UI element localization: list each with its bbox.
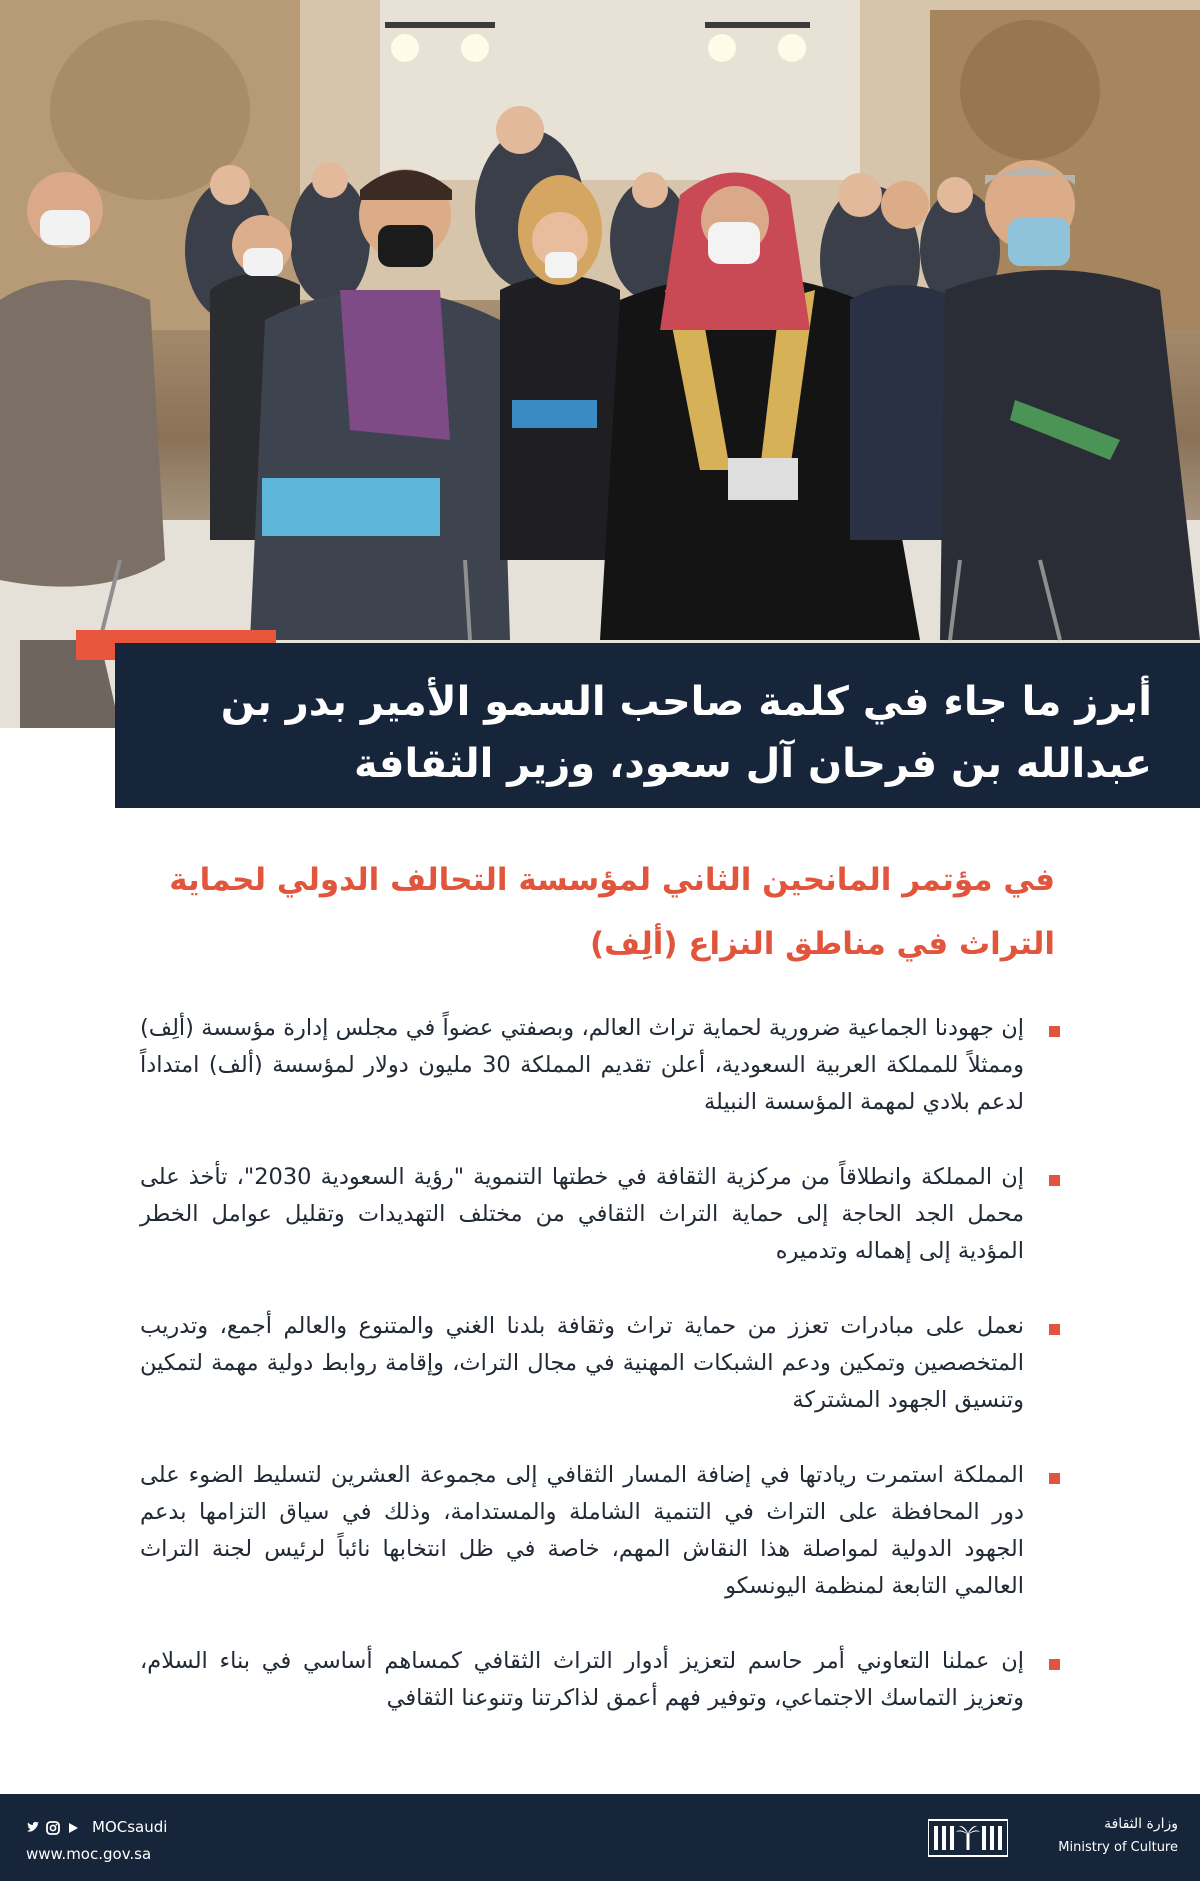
- palm-emblem-icon: [928, 1816, 1008, 1860]
- statement-point-text: المملكة استمرت ريادتها في إضافة المسار الثقافي إلى مجموعة العشرين لتسليط الضوء على دور المحافظة على التراث في التنمية الشاملة والمستدامة، وذلك في سياق التزامها بدعم الجهود الدولية لمواصلة هذا النقاش المهم، خاصة في ظل انتخابها نائباً لرئيس لجنة التراث العالمي التابعة لمنظمة اليونسكو: [140, 1462, 1024, 1599]
- subheadline: في مؤتمر المانحين الثاني لمؤسسة التحالف الدولي لحماية التراث في مناطق النزاع (ألِف): [169, 862, 1055, 962]
- statement-point: [140, 1159, 1060, 1270]
- bullet-square-icon: [1049, 1324, 1060, 1335]
- instagram-icon[interactable]: [46, 1820, 60, 1834]
- logo-english-text: Ministry of Culture: [1058, 1840, 1178, 1855]
- headline: أبرز ما جاء في كلمة صاحب السمو الأمير بدر بن عبدالله بن فرحان آل سعود، وزير الثقافة: [220, 679, 1152, 787]
- conference-photo: [0, 0, 1200, 728]
- statement-point: [140, 1457, 1060, 1605]
- social-links: [26, 1818, 167, 1836]
- bullet-square-icon: [1049, 1175, 1060, 1186]
- bullet-square-icon: [1049, 1473, 1060, 1484]
- title-banner: [115, 643, 1200, 808]
- statement-points: [140, 1010, 1060, 1755]
- bullet-square-icon: [1049, 1026, 1060, 1037]
- social-handle[interactable]: MOCsaudi: [92, 1818, 168, 1836]
- website-link[interactable]: www.moc.gov.sa: [26, 1845, 152, 1863]
- logo-arabic-text: وزارة الثقافة: [1104, 1816, 1178, 1832]
- youtube-icon[interactable]: [66, 1820, 80, 1834]
- conference-photo-illustration: [0, 0, 1200, 728]
- statement-point: [140, 1643, 1060, 1717]
- statement-point-text: إن المملكة وانطلاقاً من مركزية الثقافة في خطتها التنموية "رؤية السعودية 2030"، تأخذ على محمل الجد الحاجة إلى حماية التراث الثقافي من مختلف التهديدات وتقليل عوامل الخطر المؤدية إلى إهماله وتدميره: [140, 1164, 1024, 1264]
- statement-point: [140, 1308, 1060, 1419]
- ministry-of-culture-logo: [928, 1814, 1178, 1864]
- footer: [0, 1794, 1200, 1881]
- statement-point-text: إن عملنا التعاوني أمر حاسم لتعزيز أدوار التراث الثقافي كمساهم أساسي في بناء السلام، وتعزيز التماسك الاجتماعي، وتوفير فهم أعمق لذاكرتنا وتنوعنا الثقافي: [140, 1648, 1024, 1711]
- bullet-square-icon: [1049, 1659, 1060, 1670]
- statement-point-text: إن جهودنا الجماعية ضرورية لحماية تراث العالم، وبصفتي عضواً في مجلس إدارة مؤسسة (ألِف) وممثلاً للمملكة العربية السعودية، أعلن تقديم المملكة 30 مليون دولار لمؤسسة (ألف) امتداداً لدعم بلادي لمهمة المؤسسة النبيلة: [140, 1015, 1024, 1115]
- statement-point: [140, 1010, 1060, 1121]
- twitter-icon[interactable]: [26, 1820, 40, 1834]
- statement-point-text: نعمل على مبادرات تعزز من حماية تراث وثقافة بلدنا الغني والمتنوع والعالم أجمع، وتدريب المتخصصين وتمكين ودعم الشبكات المهنية في مجال التراث، وإقامة روابط دولية مهمة لتمكين وتنسيق الجهود المشتركة: [140, 1313, 1024, 1413]
